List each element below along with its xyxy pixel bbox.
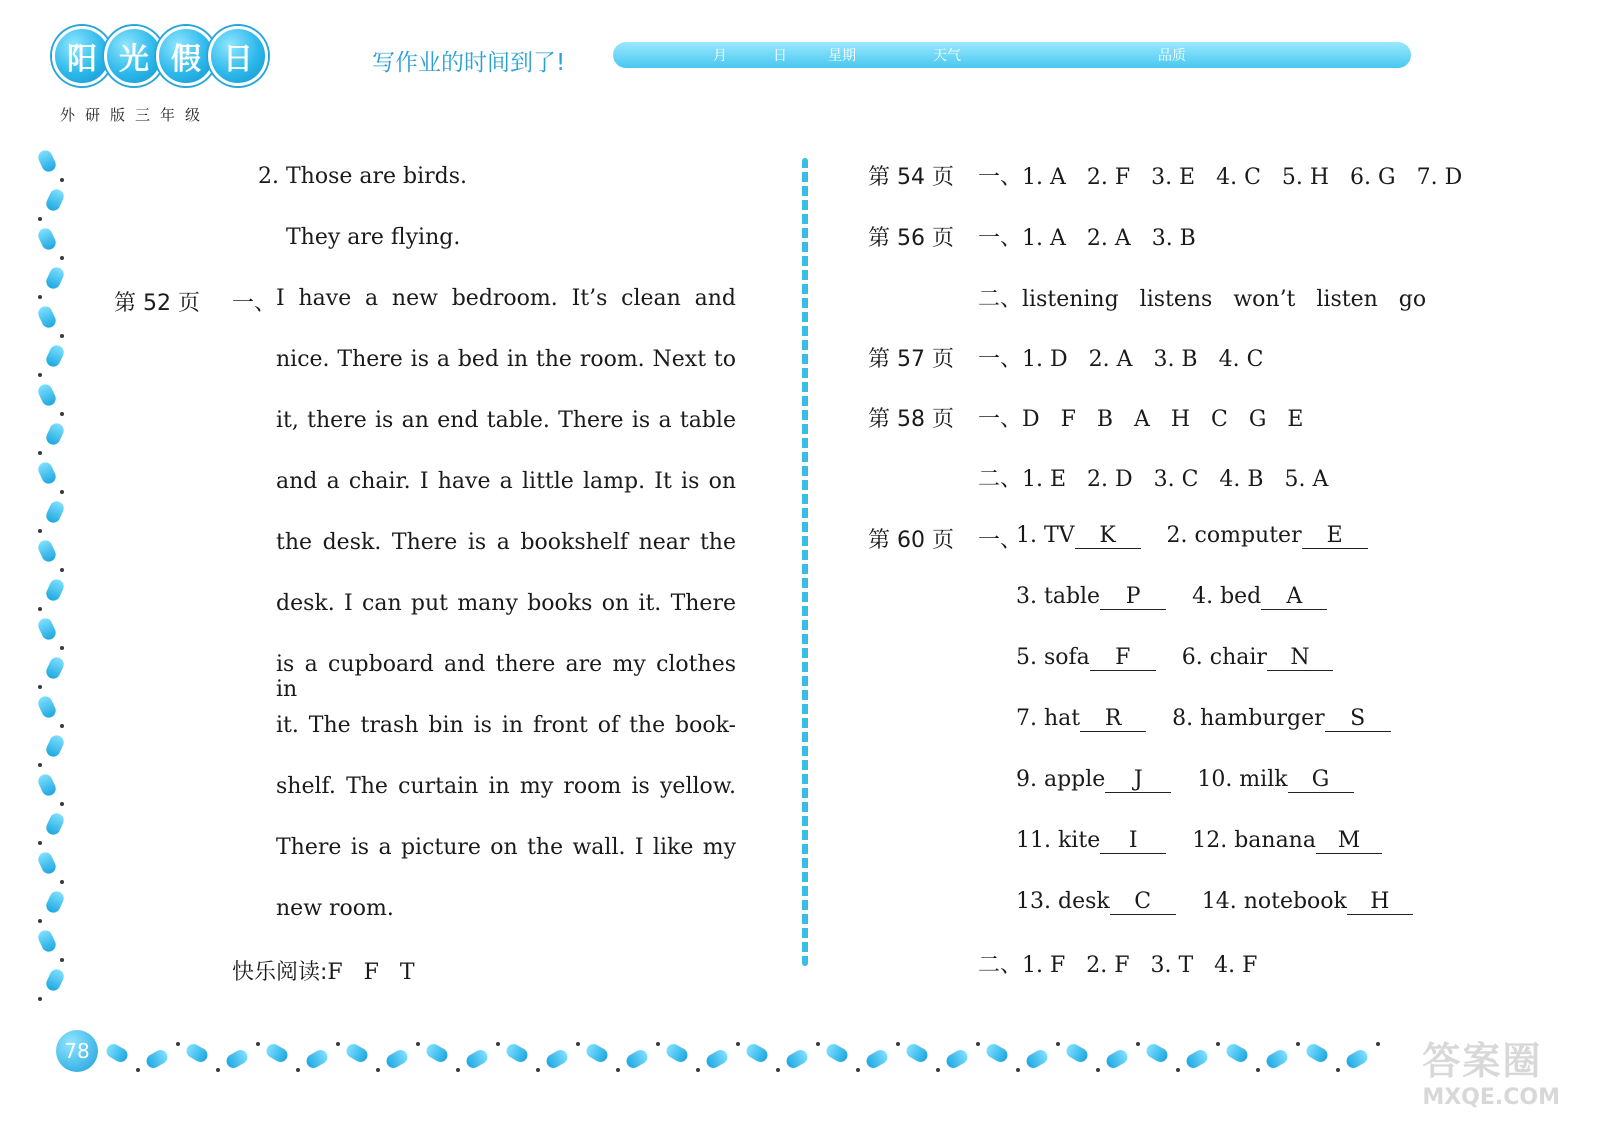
decor-dot — [1136, 1042, 1140, 1046]
passage-line: the desk. There is a bookshelf near the — [276, 530, 736, 555]
matching-word: 14. notebook — [1201, 889, 1347, 914]
decor-dot — [38, 997, 42, 1001]
decor-dot — [60, 724, 64, 728]
decor-dot — [696, 1068, 700, 1072]
decor-dot — [38, 529, 42, 533]
decor-dot — [1056, 1042, 1060, 1046]
page56-label: 第 56 页 — [868, 226, 954, 251]
matching-word: 4. bed — [1192, 584, 1262, 609]
decor-dot — [736, 1042, 740, 1046]
decor-pill — [464, 1047, 490, 1070]
decor-dot — [136, 1068, 140, 1072]
decor-dot — [1096, 1068, 1100, 1072]
item2-line2: They are flying. — [286, 225, 461, 250]
decor-pill — [104, 1041, 130, 1064]
decor-dot — [1176, 1068, 1180, 1072]
decor-pill — [544, 1047, 570, 1070]
matching-word: 5. sofa — [1016, 645, 1090, 670]
decor-pill — [864, 1047, 890, 1070]
item2-line1: 2. Those are birds. — [258, 164, 468, 189]
matching-answer: R — [1080, 706, 1146, 732]
watermark-text: 答案圈 — [1422, 1039, 1543, 1083]
page57-label: 第 57 页 — [868, 347, 954, 372]
decor-pill — [44, 733, 66, 759]
passage-line: There is a picture on the wall. I like my — [276, 835, 736, 860]
matching-answer: E — [1302, 523, 1368, 549]
decor-dot — [896, 1042, 900, 1046]
decor-dot — [38, 685, 42, 689]
decor-pill — [664, 1041, 690, 1064]
decor-dot — [60, 256, 64, 260]
matching-row — [1016, 828, 1382, 854]
decor-pill — [904, 1041, 930, 1064]
decor-pill — [44, 811, 66, 837]
decor-pill — [1184, 1047, 1210, 1070]
decor-dot — [38, 607, 42, 611]
matching-answer: J — [1105, 767, 1171, 793]
decor-dot — [38, 295, 42, 299]
decor-dot — [376, 1068, 380, 1072]
decor-pill — [944, 1047, 970, 1070]
decor-pill — [44, 421, 66, 447]
decor-dot — [576, 1042, 580, 1046]
passage-line: I have a new bedroom. It’s clean and — [276, 286, 736, 311]
decor-pill — [704, 1047, 730, 1070]
decor-dot — [60, 412, 64, 416]
decor-pill — [1224, 1041, 1250, 1064]
passage-line: is a cupboard and there are my clothes in — [276, 652, 736, 702]
passage-line: and a chair. I have a little lamp. It is on — [276, 469, 736, 494]
happy-reading-label: 快乐阅读: — [232, 960, 328, 985]
page54-answers: 一、1. A 2. F 3. E 4. C 5. H 6. G 7. D — [978, 165, 1463, 190]
decor-pill — [36, 460, 58, 486]
decor-pill — [744, 1041, 770, 1064]
decor-pill — [36, 850, 58, 876]
page56-part2: 二、listening listens won’t listen go — [978, 287, 1427, 312]
decor-pill — [424, 1041, 450, 1064]
matching-word: 8. hamburger — [1172, 706, 1325, 731]
decor-pill — [36, 694, 58, 720]
matching-answer: M — [1316, 828, 1382, 854]
watermark-url: MXQE.COM — [1422, 1085, 1560, 1110]
decor-dot — [656, 1042, 660, 1046]
decor-dot — [456, 1068, 460, 1072]
page60-label: 第 60 页 — [868, 528, 954, 553]
decor-dot — [1336, 1068, 1340, 1072]
decor-pill — [1344, 1047, 1370, 1070]
matching-answer: C — [1110, 889, 1176, 915]
book-logo — [52, 26, 260, 86]
watermark — [1422, 1030, 1560, 1110]
matching-answer: F — [1090, 645, 1156, 671]
page60-part-label: 一、 — [978, 528, 1023, 553]
matching-row — [1016, 645, 1333, 671]
page57-answers: 一、1. D 2. A 3. B 4. C — [978, 347, 1264, 372]
bottom-decorative-border — [110, 1040, 1400, 1074]
matching-answer: N — [1267, 645, 1333, 671]
decor-dot — [216, 1068, 220, 1072]
page60-part2: 二、1. F 2. F 3. T 4. F — [978, 953, 1258, 978]
decor-pill — [504, 1041, 530, 1064]
decor-pill — [36, 382, 58, 408]
decor-dot — [60, 802, 64, 806]
decor-dot — [1016, 1068, 1020, 1072]
decor-pill — [36, 772, 58, 798]
decor-pill — [44, 577, 66, 603]
page54-label: 第 54 页 — [868, 165, 954, 190]
edition-label: 外研版三年级 — [60, 106, 211, 124]
decor-dot — [1256, 1068, 1260, 1072]
decor-dot — [176, 1042, 180, 1046]
decor-pill — [44, 343, 66, 369]
weekday-label: 星期 — [828, 48, 856, 64]
decor-pill — [1264, 1047, 1290, 1070]
page-number: 78 — [56, 1030, 98, 1072]
left-decorative-border — [38, 150, 68, 1010]
decor-dot — [38, 373, 42, 377]
happy-reading-row — [232, 955, 415, 986]
decor-dot — [856, 1068, 860, 1072]
matching-row — [1016, 889, 1413, 915]
decor-dot — [336, 1042, 340, 1046]
decor-pill — [36, 928, 58, 954]
month-label: 月 — [713, 48, 727, 64]
matching-answer: K — [1075, 523, 1141, 549]
matching-row — [1016, 584, 1327, 610]
matching-word: 1. TV — [1016, 523, 1075, 548]
decor-pill — [584, 1041, 610, 1064]
decor-dot — [976, 1042, 980, 1046]
matching-word: 3. table — [1016, 584, 1101, 609]
decor-pill — [624, 1047, 650, 1070]
matching-word: 9. apple — [1016, 767, 1106, 792]
decor-pill — [1144, 1041, 1170, 1064]
logo-char-2: 光 — [104, 26, 164, 86]
logo-char-3: 假 — [156, 26, 216, 86]
decor-dot — [60, 958, 64, 962]
matching-answer: H — [1347, 889, 1413, 915]
decor-dot — [38, 451, 42, 455]
page52-part-label: 一、 — [232, 291, 277, 316]
page58-part2: 二、1. E 2. D 3. C 4. B 5. A — [978, 467, 1329, 492]
decor-dot — [616, 1068, 620, 1072]
matching-row — [1016, 523, 1368, 549]
matching-word: 6. chair — [1181, 645, 1267, 670]
decor-dot — [38, 763, 42, 767]
decor-pill — [224, 1047, 250, 1070]
decor-pill — [344, 1041, 370, 1064]
decor-dot — [936, 1068, 940, 1072]
decor-dot — [60, 178, 64, 182]
decor-dot — [296, 1068, 300, 1072]
matching-answer: A — [1261, 584, 1327, 610]
decor-dot — [256, 1042, 260, 1046]
decor-dot — [38, 217, 42, 221]
decor-dot — [776, 1068, 780, 1072]
logo-char-1: 阳 — [52, 26, 112, 86]
decor-pill — [44, 655, 66, 681]
page58-label: 第 58 页 — [868, 407, 954, 432]
decor-dot — [1296, 1042, 1300, 1046]
decor-dot — [60, 568, 64, 572]
decor-pill — [984, 1041, 1010, 1064]
decor-pill — [1064, 1041, 1090, 1064]
matching-word: 7. hat — [1016, 706, 1081, 731]
rating-label: 品质 — [1158, 48, 1186, 64]
decor-pill — [36, 304, 58, 330]
column-divider — [802, 158, 808, 966]
page58-answers: 一、D F B A H C G E — [978, 407, 1304, 432]
decor-dot — [38, 841, 42, 845]
decor-dot — [496, 1042, 500, 1046]
decor-dot — [60, 490, 64, 494]
decor-dot — [536, 1068, 540, 1072]
matching-word: 12. banana — [1192, 828, 1316, 853]
page52-label: 第 52 页 — [114, 291, 200, 316]
happy-reading-answers: F F T — [327, 960, 415, 985]
decor-pill — [1304, 1041, 1330, 1064]
matching-row — [1016, 767, 1354, 793]
decor-pill — [44, 889, 66, 915]
matching-answer: G — [1288, 767, 1354, 793]
decor-pill — [144, 1047, 170, 1070]
passage-line: shelf. The curtain in my room is yellow. — [276, 774, 736, 799]
decor-pill — [824, 1041, 850, 1064]
passage-line: nice. There is a bed in the room. Next to — [276, 347, 736, 372]
matching-answer: S — [1325, 706, 1391, 732]
matching-word: 13. desk — [1016, 889, 1110, 914]
decor-dot — [1376, 1042, 1380, 1046]
decor-pill — [36, 148, 58, 174]
passage-line: new room. — [276, 896, 394, 921]
weather-label: 天气 — [933, 48, 961, 64]
day-label: 日 — [773, 48, 787, 64]
matching-word: 10. milk — [1197, 767, 1288, 792]
matching-word: 11. kite — [1016, 828, 1101, 853]
decor-pill — [304, 1047, 330, 1070]
decor-dot — [38, 919, 42, 923]
decor-pill — [184, 1041, 210, 1064]
decor-pill — [36, 538, 58, 564]
decor-dot — [60, 646, 64, 650]
slogan: 写作业的时间到了! — [372, 50, 566, 76]
decor-pill — [784, 1047, 810, 1070]
decor-dot — [60, 334, 64, 338]
decor-pill — [264, 1041, 290, 1064]
decor-pill — [36, 226, 58, 252]
decor-dot — [1216, 1042, 1220, 1046]
decor-pill — [1104, 1047, 1130, 1070]
date-weather-bar — [613, 42, 1411, 68]
matching-answer: I — [1100, 828, 1166, 854]
decor-dot — [416, 1042, 420, 1046]
matching-answer: P — [1100, 584, 1166, 610]
matching-row — [1016, 706, 1391, 732]
decor-pill — [384, 1047, 410, 1070]
decor-pill — [44, 265, 66, 291]
passage-line: it, there is an end table. There is a table — [276, 408, 736, 433]
decor-pill — [44, 187, 66, 213]
passage-line: it. The trash bin is in front of the book- — [276, 713, 736, 738]
decor-dot — [816, 1042, 820, 1046]
decor-pill — [44, 499, 66, 525]
logo-char-4: 日 — [208, 26, 268, 86]
matching-word: 2. computer — [1166, 523, 1302, 548]
decor-pill — [1024, 1047, 1050, 1070]
decor-pill — [36, 616, 58, 642]
decor-pill — [44, 967, 66, 993]
decor-dot — [60, 880, 64, 884]
page56-answers: 一、1. A 2. A 3. B — [978, 226, 1196, 251]
passage-line: desk. I can put many books on it. There — [276, 591, 736, 616]
